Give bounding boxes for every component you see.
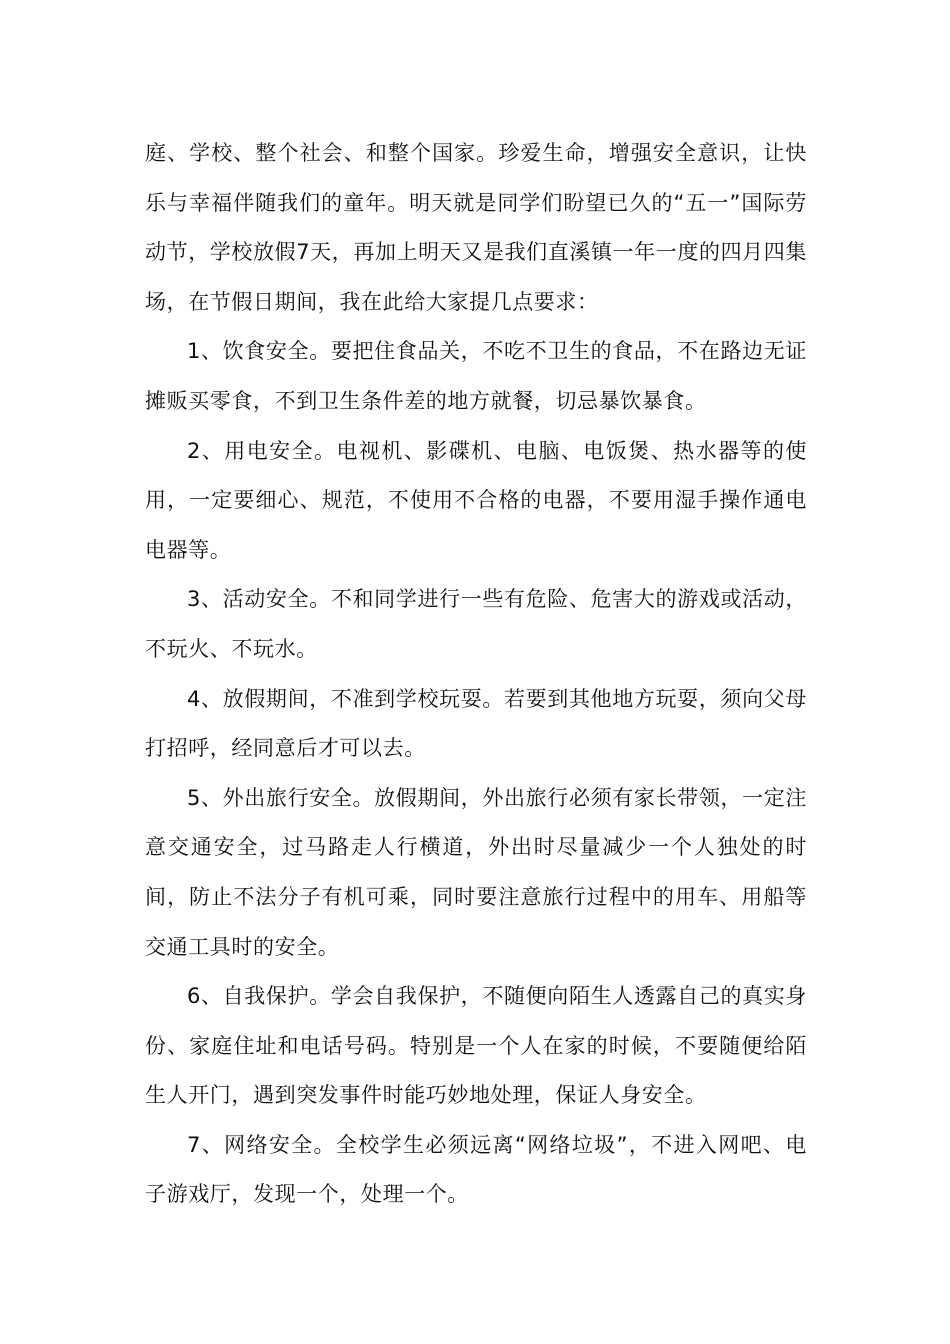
paragraph-item-1: 1、饮食安全。要把住食品关，不吃不卫生的食品，不在路边无证摊贩买零食，不到卫生条件差的地方就餐，切忌暴饮暴食。 (145, 339, 807, 413)
paragraph-item-4: 4、放假期间，不准到学校玩耍。若要到其他地方玩耍，须向父母打招呼，经同意后才可以去。 (145, 686, 807, 761)
paragraph-item-5: 5、外出旅行安全。放假期间，外出旅行必须有家长带领，一定注意交通安全，过马路走人行横道，外出时尽量减少一个人独处的时间，防止不法分子有机可乘，同时要注意旅行过程中的用车、用船等交通工具时的安全。 (145, 785, 807, 959)
document-body (145, 129, 807, 1220)
paragraph-item-2: 2、用电安全。电视机、影碟机、电脑、电饭煲、热水器等的使用，一定要细心、规范，不使用不合格的电器，不要用湿手操作通电电器等。 (145, 438, 807, 562)
paragraph-item-3: 3、活动安全。不和同学进行一些有危险、危害大的游戏或活动，不玩火、不玩水。 (145, 587, 807, 661)
paragraph-item-7: 7、网络安全。全校学生必须远离“网络垃圾”，不进入网吧、电子游戏厅，发现一个，处理一个。 (145, 1132, 807, 1207)
paragraph-intro: 庭、学校、整个社会、和整个国家。珍爱生命，增强安全意识，让快乐与幸福伴随我们的童年。明天就是同学们盼望已久的“五一”国际劳动节，学校放假7天，再加上明天又是我们直溪镇一年一度的四月四集场，在节假日期间，我在此给大家提几点要求： (145, 141, 807, 314)
paragraph-item-6: 6、自我保护。学会自我保护，不随便向陌生人透露自己的真实身份、家庭住址和电话号码。特别是一个人在家的时候，不要随便给陌生人开门，遇到突发事件时能巧妙地处理，保证人身安全。 (145, 984, 807, 1108)
